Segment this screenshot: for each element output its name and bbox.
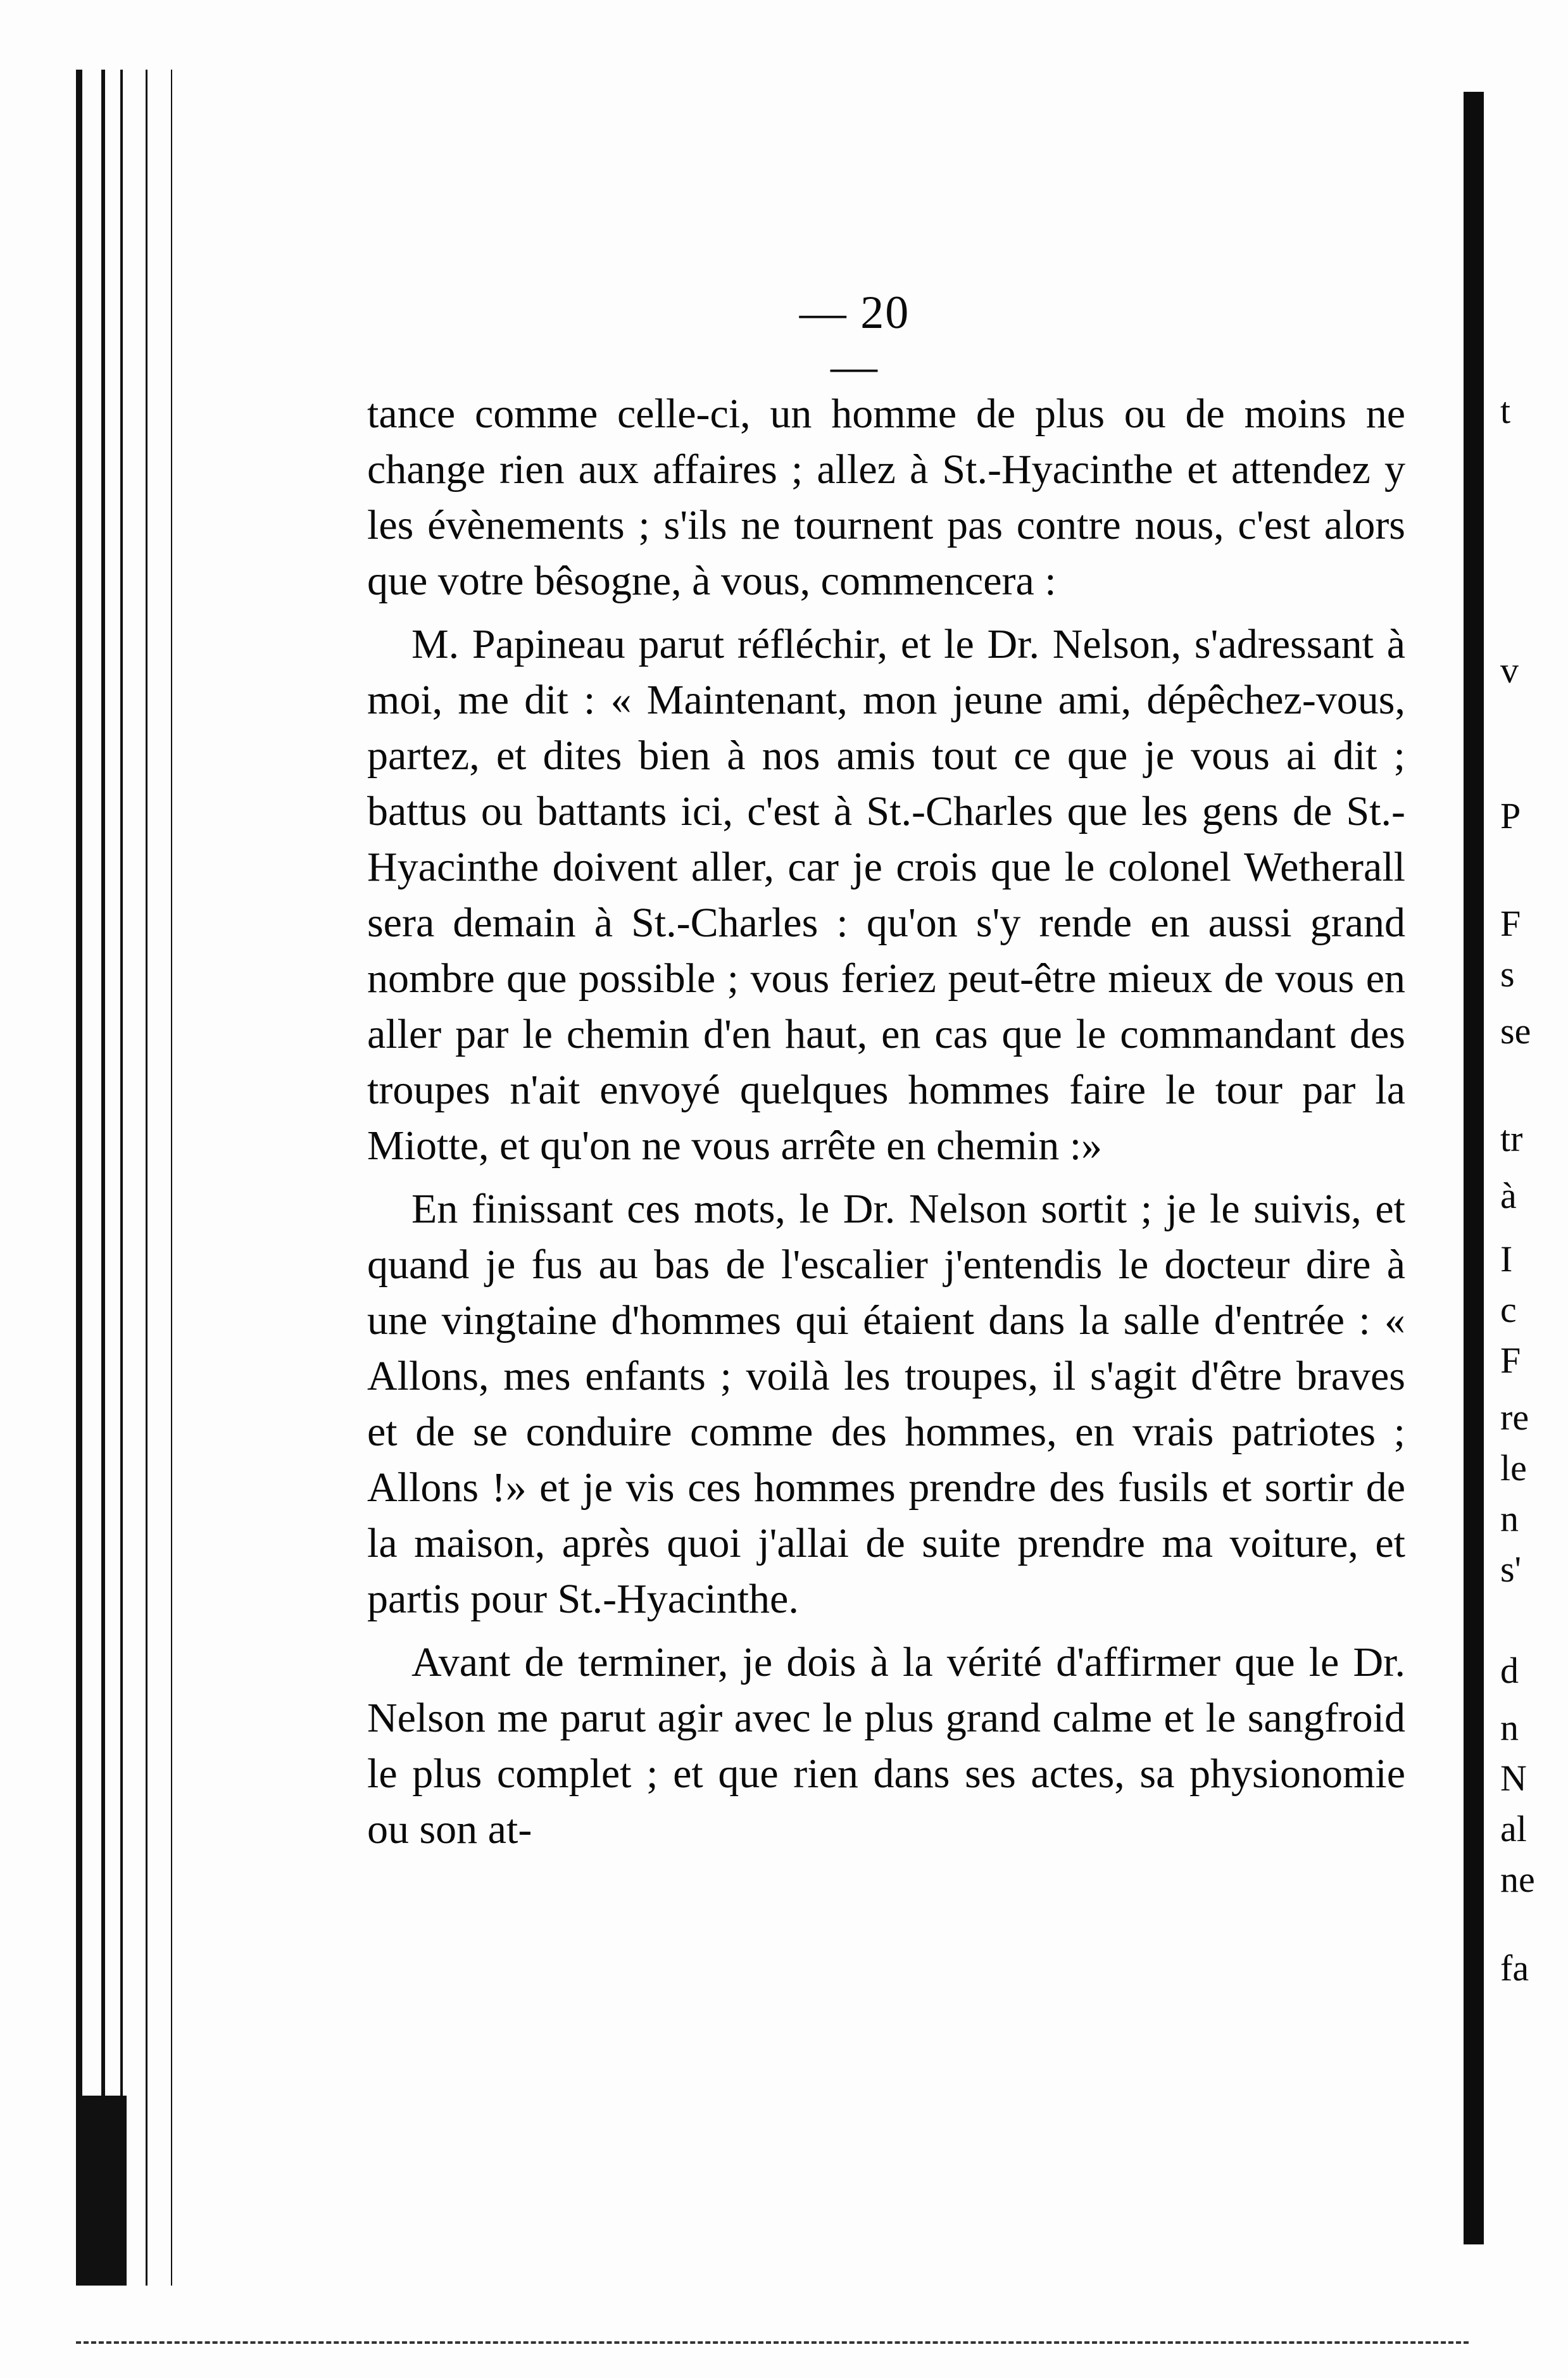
fragment: d xyxy=(1500,1650,1519,1691)
bottom-edge-rule xyxy=(76,2341,1469,2346)
paragraph: Avant de terminer, je dois à la vérité d'affirmer que le Dr. Nelson me parut agir avec le plus grand calme et le sangfroid le plus complet ; et que rien dans ses actes, sa physionomie ou son at- xyxy=(367,1639,1405,1853)
fragment: P xyxy=(1500,795,1521,836)
fragment: fa xyxy=(1500,1947,1529,1989)
paragraph: tance comme celle-ci, un homme de plus ou de moins ne change rien aux affaires ; allez à St.-Hyacinthe et attendez y les évènements ; s'ils ne tournent pas contre nous, c'est alors que votre bêsogne, à vous, commencera : xyxy=(367,391,1405,604)
adjacent-page-fragments xyxy=(1500,355,1568,1989)
fragment: t xyxy=(1500,390,1511,431)
binding-edge xyxy=(76,70,187,2286)
fragment: n xyxy=(1500,1498,1519,1539)
body-text xyxy=(367,386,1405,1865)
fragment: se xyxy=(1500,1010,1531,1052)
paragraph: En finissant ces mots, le Dr. Nelson sortit ; je le suivis, et quand je fus au bas de l'escalier j'entendis le docteur dire à une vingtaine d'hommes qui étaient dans la salle d'entrée : « Allons, mes enfants ; voilà les troupes, il s'agit d'être braves et de se conduire comme des hommes, en vrais patriotes ; Allons !» et je vis ces hommes prendre des fusils et sortir de la maison, après quoi j'allai de suite prendre ma voiture, et partis pour St.-Hyacinthe. xyxy=(367,1186,1405,1622)
fragment: n xyxy=(1500,1707,1519,1748)
fragment: à xyxy=(1500,1175,1517,1216)
paragraph: M. Papineau parut réfléchir, et le Dr. Nelson, s'adressant à moi, me dit : « Maintenant, mon jeune ami, dépêchez-vous, partez, et dites bien à nos amis tout ce que je vous ai dit ; battus ou battants ici, c'est à St.-Charles que les gens de St.-Hyacinthe doivent aller, car je crois que le colonel Wetherall sera demain à St.-Charles : qu'on s'y rende en aussi grand nombre que possible ; vous feriez peut-être mieux de vous en aller par le chemin d'en haut, en cas que le commandant des troupes n'ait envoyé quelques hommes faire le tour par la Miotte, et qu'on ne vous arrête en chemin :» xyxy=(367,621,1405,1169)
page-number: — 20 — xyxy=(799,287,910,393)
fragment: tr xyxy=(1500,1118,1523,1159)
fragment: al xyxy=(1500,1808,1527,1849)
fragment: ne xyxy=(1500,1859,1535,1900)
fragment: I xyxy=(1500,1238,1513,1280)
fragment: s xyxy=(1500,953,1515,995)
fragment: v xyxy=(1500,650,1519,691)
fragment: re xyxy=(1500,1397,1529,1438)
fragment: N xyxy=(1500,1758,1527,1799)
fragment: c xyxy=(1500,1289,1517,1330)
fragment: le xyxy=(1500,1447,1527,1488)
fragment: F xyxy=(1500,1340,1521,1381)
page-gutter-edge xyxy=(1464,92,1484,2244)
fragment: s' xyxy=(1500,1549,1522,1590)
fragment: F xyxy=(1500,903,1521,944)
